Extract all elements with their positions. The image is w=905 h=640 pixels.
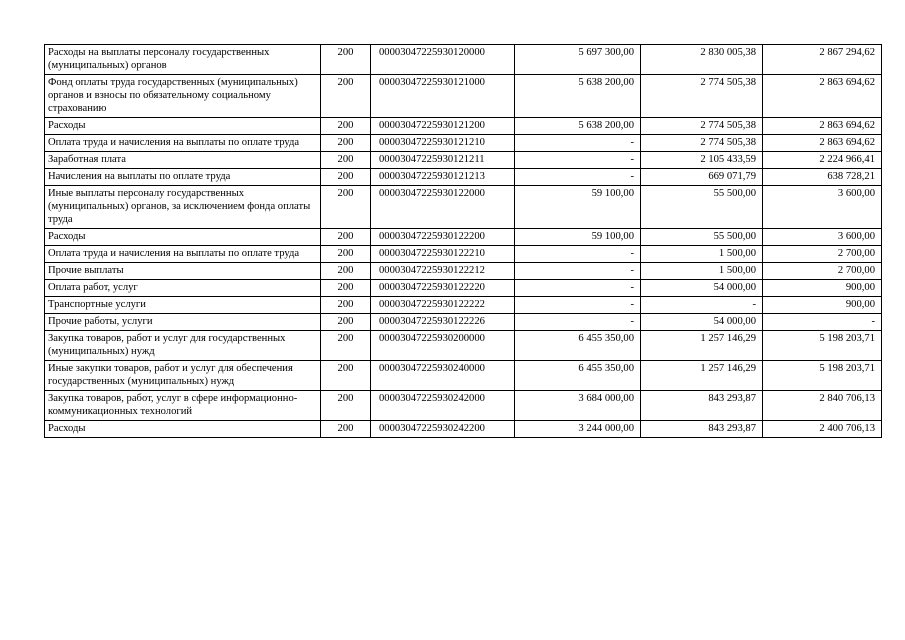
row-code-cell: 200 — [321, 229, 371, 246]
row-executed-cell: 2 774 505,38 — [641, 118, 763, 135]
row-unexecuted-cell: - — [763, 314, 882, 331]
row-name-cell: Закупка товаров, работ и услуг для государственных (муниципальных) нужд — [45, 331, 321, 361]
row-approved-cell: 6 455 350,00 — [515, 361, 641, 391]
row-kbk-cell: 00003047225930121210 — [371, 135, 515, 152]
row-unexecuted-cell: 2 224 966,41 — [763, 152, 882, 169]
row-code-cell: 200 — [321, 297, 371, 314]
row-unexecuted-cell: 5 198 203,71 — [763, 361, 882, 391]
row-name-cell: Начисления на выплаты по оплате труда — [45, 169, 321, 186]
expenditure-table — [44, 44, 882, 438]
table-row — [45, 75, 882, 118]
row-kbk-cell: 00003047225930122210 — [371, 246, 515, 263]
row-executed-cell: 2 830 005,38 — [641, 45, 763, 75]
row-kbk-cell: 00003047225930122000 — [371, 186, 515, 229]
row-code-cell: 200 — [321, 135, 371, 152]
table-row — [45, 186, 882, 229]
table-row — [45, 280, 882, 297]
row-name-cell: Прочие работы, услуги — [45, 314, 321, 331]
row-executed-cell: 843 293,87 — [641, 391, 763, 421]
row-unexecuted-cell: 900,00 — [763, 280, 882, 297]
row-name-cell: Расходы — [45, 118, 321, 135]
table-row — [45, 246, 882, 263]
row-code-cell: 200 — [321, 421, 371, 438]
row-approved-cell: 5 638 200,00 — [515, 75, 641, 118]
row-kbk-cell: 00003047225930240000 — [371, 361, 515, 391]
row-executed-cell: 2 105 433,59 — [641, 152, 763, 169]
row-code-cell: 200 — [321, 75, 371, 118]
row-kbk-cell: 00003047225930120000 — [371, 45, 515, 75]
table-row — [45, 331, 882, 361]
row-executed-cell: 54 000,00 — [641, 314, 763, 331]
row-approved-cell: 3 684 000,00 — [515, 391, 641, 421]
row-code-cell: 200 — [321, 45, 371, 75]
row-kbk-cell: 00003047225930122212 — [371, 263, 515, 280]
table-row — [45, 361, 882, 391]
row-kbk-cell: 00003047225930122226 — [371, 314, 515, 331]
row-unexecuted-cell: 2 840 706,13 — [763, 391, 882, 421]
row-unexecuted-cell: 3 600,00 — [763, 229, 882, 246]
row-executed-cell: 2 774 505,38 — [641, 135, 763, 152]
row-name-cell: Прочие выплаты — [45, 263, 321, 280]
table-row — [45, 45, 882, 75]
row-executed-cell: 55 500,00 — [641, 229, 763, 246]
row-unexecuted-cell: 2 700,00 — [763, 263, 882, 280]
table-row — [45, 118, 882, 135]
row-code-cell: 200 — [321, 391, 371, 421]
row-name-cell: Иные выплаты персоналу государственных (муниципальных) органов, за исключением фонда оплаты труда — [45, 186, 321, 229]
table-row — [45, 229, 882, 246]
row-unexecuted-cell: 5 198 203,71 — [763, 331, 882, 361]
row-kbk-cell: 00003047225930242000 — [371, 391, 515, 421]
row-kbk-cell: 00003047225930121213 — [371, 169, 515, 186]
table-row — [45, 391, 882, 421]
row-name-cell: Расходы на выплаты персоналу государственных (муниципальных) органов — [45, 45, 321, 75]
row-executed-cell: 1 500,00 — [641, 263, 763, 280]
row-name-cell: Расходы — [45, 421, 321, 438]
row-approved-cell: 59 100,00 — [515, 186, 641, 229]
row-name-cell: Оплата работ, услуг — [45, 280, 321, 297]
row-unexecuted-cell: 2 700,00 — [763, 246, 882, 263]
table-row — [45, 263, 882, 280]
row-kbk-cell: 00003047225930122222 — [371, 297, 515, 314]
row-code-cell: 200 — [321, 263, 371, 280]
row-executed-cell: 55 500,00 — [641, 186, 763, 229]
row-executed-cell: 1 257 146,29 — [641, 361, 763, 391]
row-approved-cell: 6 455 350,00 — [515, 331, 641, 361]
row-approved-cell: - — [515, 314, 641, 331]
row-kbk-cell: 00003047225930242200 — [371, 421, 515, 438]
row-approved-cell: - — [515, 152, 641, 169]
row-code-cell: 200 — [321, 169, 371, 186]
row-kbk-cell: 00003047225930200000 — [371, 331, 515, 361]
table-row — [45, 169, 882, 186]
row-kbk-cell: 00003047225930121200 — [371, 118, 515, 135]
row-unexecuted-cell: 2 863 694,62 — [763, 118, 882, 135]
row-code-cell: 200 — [321, 246, 371, 263]
row-unexecuted-cell: 3 600,00 — [763, 186, 882, 229]
row-name-cell: Иные закупки товаров, работ и услуг для обеспечения государственных (муниципальных) нужд — [45, 361, 321, 391]
row-unexecuted-cell: 638 728,21 — [763, 169, 882, 186]
row-code-cell: 200 — [321, 361, 371, 391]
row-code-cell: 200 — [321, 331, 371, 361]
row-executed-cell: 1 257 146,29 — [641, 331, 763, 361]
row-name-cell: Расходы — [45, 229, 321, 246]
row-executed-cell: 669 071,79 — [641, 169, 763, 186]
table-body — [45, 45, 882, 438]
row-approved-cell: - — [515, 263, 641, 280]
row-executed-cell: 2 774 505,38 — [641, 75, 763, 118]
row-unexecuted-cell: 2 867 294,62 — [763, 45, 882, 75]
row-executed-cell: 843 293,87 — [641, 421, 763, 438]
row-approved-cell: - — [515, 169, 641, 186]
row-name-cell: Оплата труда и начисления на выплаты по оплате труда — [45, 135, 321, 152]
row-unexecuted-cell: 2 400 706,13 — [763, 421, 882, 438]
row-approved-cell: - — [515, 135, 641, 152]
table-row — [45, 135, 882, 152]
table-row — [45, 297, 882, 314]
row-code-cell: 200 — [321, 152, 371, 169]
row-name-cell: Оплата труда и начисления на выплаты по оплате труда — [45, 246, 321, 263]
row-approved-cell: 5 697 300,00 — [515, 45, 641, 75]
table-row — [45, 314, 882, 331]
row-name-cell: Закупка товаров, работ, услуг в сфере информационно-коммуникационных технологий — [45, 391, 321, 421]
row-approved-cell: 3 244 000,00 — [515, 421, 641, 438]
row-kbk-cell: 00003047225930121211 — [371, 152, 515, 169]
row-name-cell: Транспортные услуги — [45, 297, 321, 314]
row-code-cell: 200 — [321, 280, 371, 297]
row-kbk-cell: 00003047225930121000 — [371, 75, 515, 118]
row-unexecuted-cell: 2 863 694,62 — [763, 75, 882, 118]
row-name-cell: Фонд оплаты труда государственных (муниципальных) органов и взносы по обязательному социальному страхованию — [45, 75, 321, 118]
table-row — [45, 421, 882, 438]
row-approved-cell: - — [515, 297, 641, 314]
row-code-cell: 200 — [321, 314, 371, 331]
row-code-cell: 200 — [321, 118, 371, 135]
row-unexecuted-cell: 900,00 — [763, 297, 882, 314]
row-name-cell: Заработная плата — [45, 152, 321, 169]
row-executed-cell: 1 500,00 — [641, 246, 763, 263]
row-executed-cell: 54 000,00 — [641, 280, 763, 297]
row-approved-cell: - — [515, 246, 641, 263]
row-code-cell: 200 — [321, 186, 371, 229]
table-row — [45, 152, 882, 169]
row-approved-cell: 5 638 200,00 — [515, 118, 641, 135]
row-kbk-cell: 00003047225930122200 — [371, 229, 515, 246]
row-approved-cell: - — [515, 280, 641, 297]
row-unexecuted-cell: 2 863 694,62 — [763, 135, 882, 152]
row-executed-cell: - — [641, 297, 763, 314]
row-kbk-cell: 00003047225930122220 — [371, 280, 515, 297]
row-approved-cell: 59 100,00 — [515, 229, 641, 246]
